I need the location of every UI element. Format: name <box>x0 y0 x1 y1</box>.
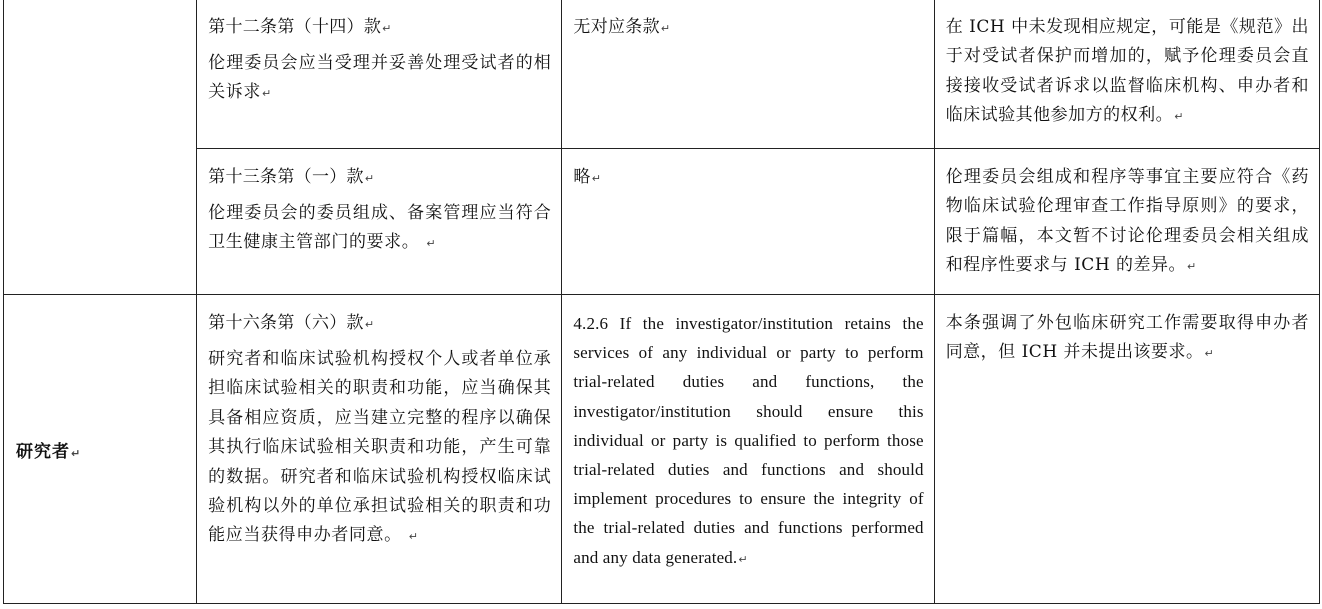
paragraph-mark-icon: ↵ <box>1187 260 1197 274</box>
gcp-clause-cell <box>197 0 562 149</box>
paragraph-mark-icon: ↵ <box>591 172 602 185</box>
note-text: 本条强调了外包临床研究工作需要取得申办者同意，但 ICH 并未提出该要求。 <box>945 313 1309 363</box>
paragraph-mark-icon: ↵ <box>71 446 82 460</box>
category-cell <box>4 295 197 604</box>
ich-clause-cell <box>562 0 934 149</box>
comparison-table <box>3 0 1320 604</box>
ich-clause-text: 无对应条款 <box>573 17 660 37</box>
paragraph-mark-icon: ↵ <box>1174 110 1184 124</box>
gcp-clause-body: 研究者和临床试验机构授权个人或者单位承担临床试验相关的职责和功能，应当确保其具备相应资质，应当建立完整的程序以确保其执行临床试验相关职责和功能，产生可靠的数据。研究者和临床试验机构授权临床试验机构以外的单位承担试验相关的职责和功能应当获得申办者同意。 <box>208 349 552 546</box>
table-row <box>4 295 1320 604</box>
note-cell <box>934 149 1319 295</box>
paragraph-mark-icon: ↵ <box>408 530 419 544</box>
note-text: 伦理委员会组成和程序等事宜主要应符合《药物临床试验伦理审查工作指导原则》的要求，限于篇幅，本文暂不讨论伦理委员会相关组成和程序性要求与 ICH 的差异。 <box>945 167 1309 276</box>
ich-clause-cell <box>562 149 934 295</box>
paragraph-mark-icon: ↵ <box>660 22 671 35</box>
gcp-clause-cell <box>197 295 562 604</box>
gcp-clause-cell <box>197 149 562 295</box>
paragraph-mark-icon: ↵ <box>261 87 272 101</box>
paragraph-mark-icon: ↵ <box>426 237 437 251</box>
paragraph-mark-icon: ↵ <box>738 552 748 566</box>
category-label: 研究者 <box>16 441 70 462</box>
gcp-clause-title: 第十二条第（十四）款 <box>208 17 382 37</box>
paragraph-mark-icon: ↵ <box>382 22 392 35</box>
note-cell <box>934 0 1319 149</box>
ich-clause-text: 略 <box>573 167 591 187</box>
paragraph-mark-icon: ↵ <box>364 172 375 185</box>
paragraph-mark-icon: ↵ <box>1204 347 1215 361</box>
note-cell <box>934 295 1319 604</box>
gcp-clause-body: 伦理委员会应当受理并妥善处理受试者的相关诉求 <box>208 53 552 103</box>
gcp-clause-title: 第十三条第（一）款 <box>208 167 364 187</box>
ich-clause-text: 4.2.6 If the investigator/institution retains the services of any individual or party to perform trial-related duties and functions, the investigator/institution should ensure this individual or party is qualified to perform those trial-related duties and functions and should implement procedures to ensure the integrity of the trial-related duties and functions performed and any data generated. <box>573 314 924 567</box>
table-row <box>4 0 1320 149</box>
paragraph-mark-icon: ↵ <box>364 318 375 331</box>
gcp-clause-body: 伦理委员会的委员组成、备案管理应当符合卫生健康主管部门的要求。 <box>208 203 552 253</box>
note-text: 在 ICH 中未发现相应规定，可能是《规范》出于对受试者保护而增加的，赋予伦理委员会直接接收受试者诉求以监督临床机构、申办者和临床试验其他参加方的权利。 <box>945 17 1309 126</box>
table-row <box>4 149 1320 295</box>
category-cell <box>4 0 197 295</box>
ich-clause-cell <box>562 295 934 604</box>
gcp-clause-title: 第十六条第（六）款 <box>208 313 364 333</box>
